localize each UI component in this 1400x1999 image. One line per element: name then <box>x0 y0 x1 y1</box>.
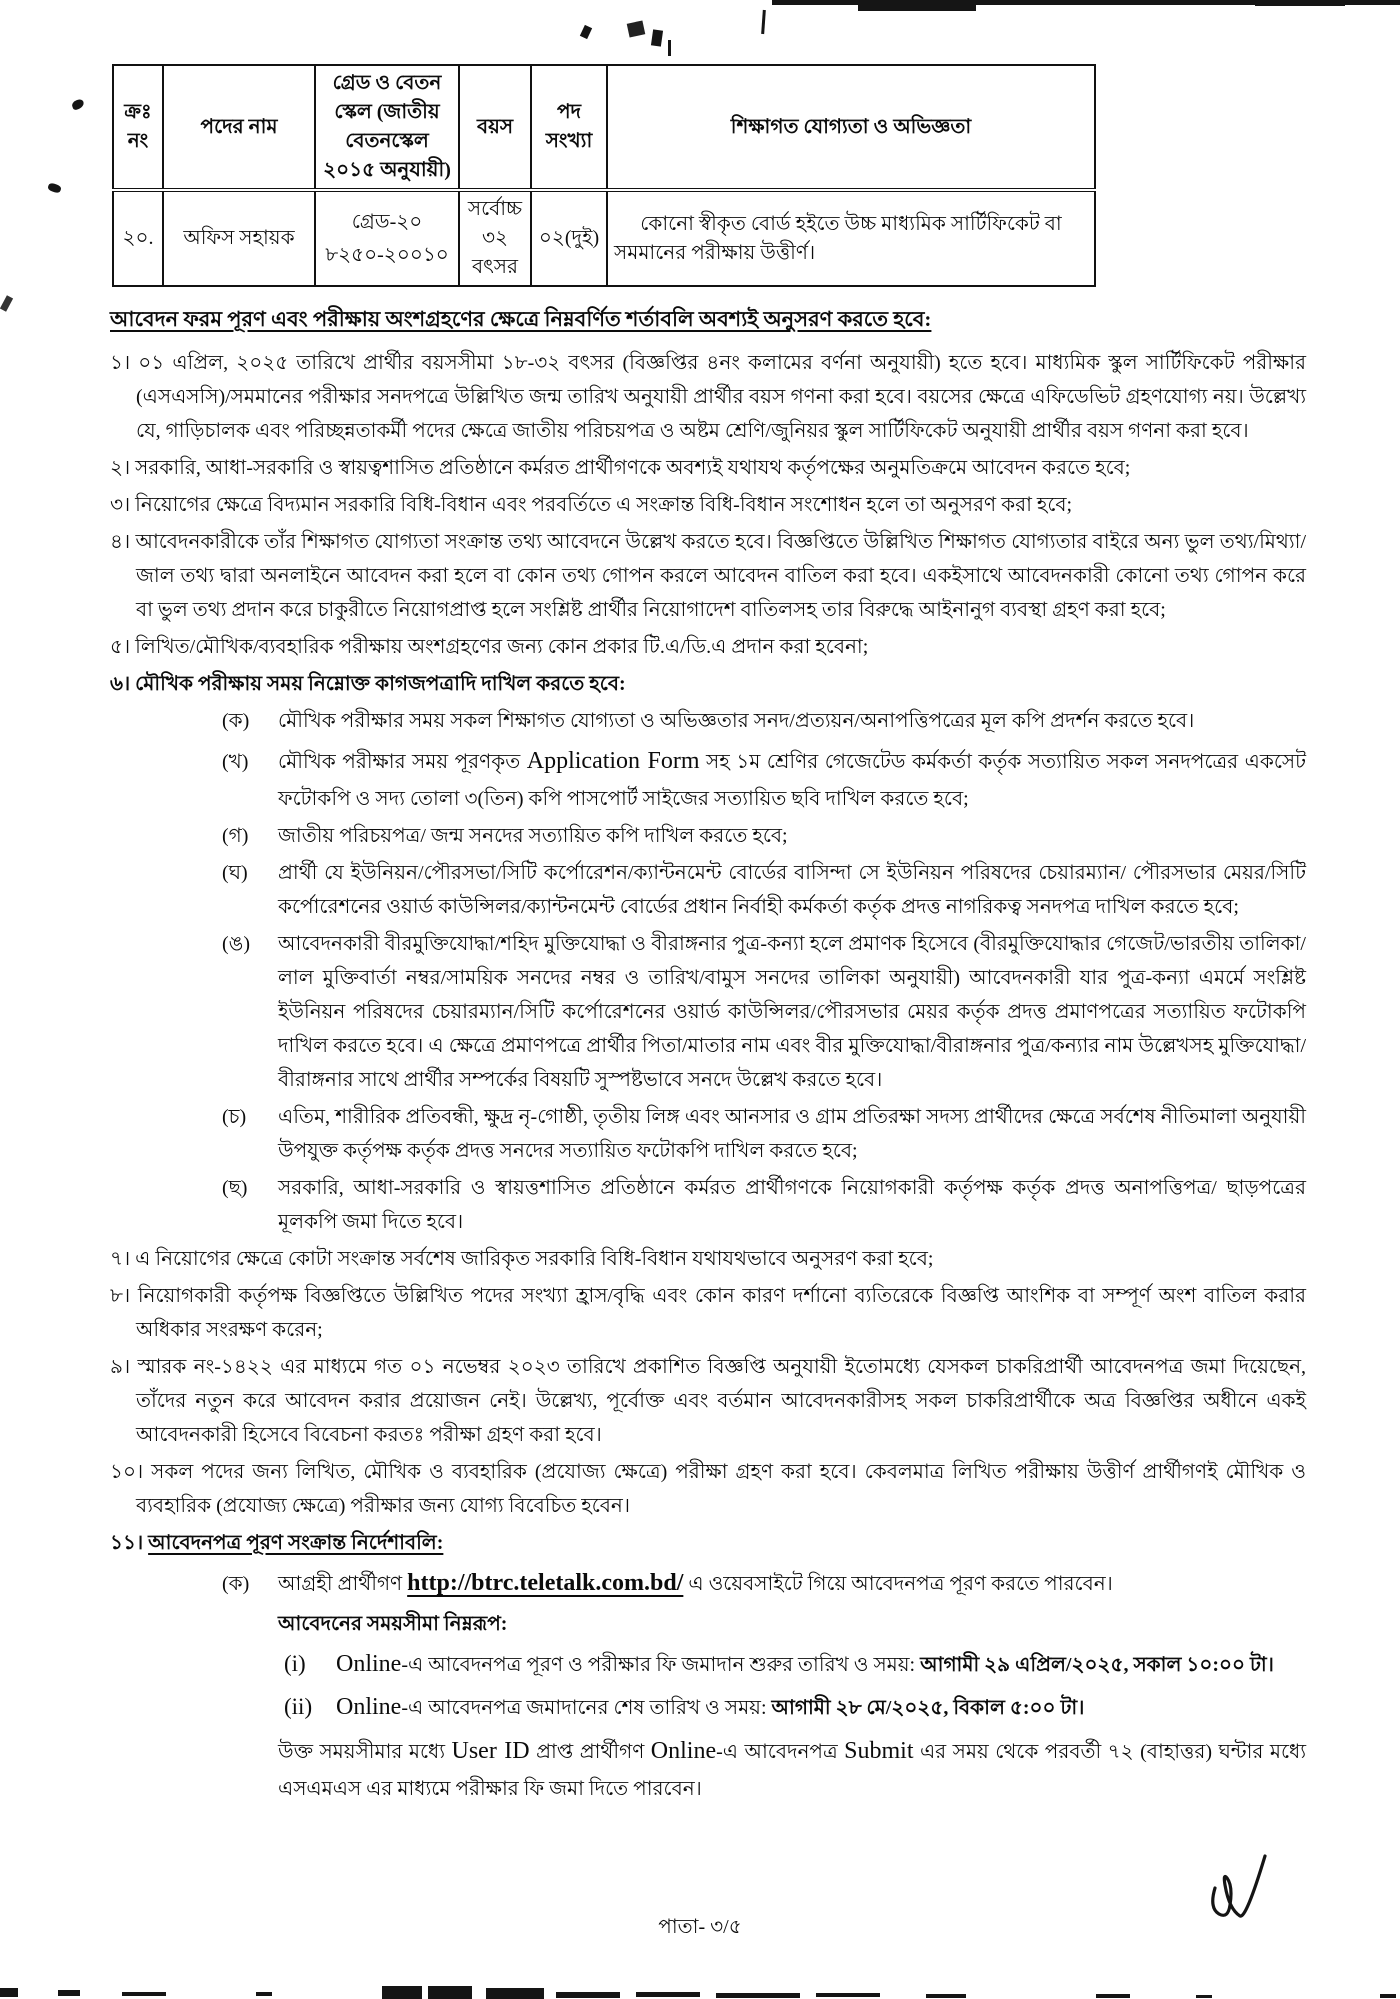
item-text: লিখিত/মৌখিক/ব্যবহারিক পরীক্ষায় অংশগ্রহণের জন্য কোন প্রকার টি.এ/ডি.এ প্রদান করা হবেনা; <box>135 636 869 658</box>
sub-item-text: আগ্রহী প্রার্থীগণ <box>278 1572 408 1595</box>
sub-item-label: (ক) <box>222 1572 250 1595</box>
deadline-text: -এ আবেদনপত্র জমাদানের শেষ তারিখ ও সময়: <box>401 1697 772 1720</box>
scan-artifact <box>627 20 646 37</box>
condition-item-9 <box>110 1350 1306 1452</box>
scan-artifact <box>47 182 62 194</box>
sub-item-label: (ক) <box>222 710 250 732</box>
col-header-serial: ক্রঃ নং <box>113 65 163 190</box>
scan-artifact <box>428 1986 472 1999</box>
sub-item-label: (গ) <box>222 824 249 847</box>
condition-item-2 <box>110 451 1306 485</box>
signature-mark <box>1205 1852 1269 1924</box>
document-sub-item-ka <box>222 704 1306 738</box>
scan-artifact <box>636 1992 700 1997</box>
start-datetime: আগামী ২৯ এপ্রিল/২০২৫, সকাল ১০:০০ টা। <box>920 1653 1274 1676</box>
item-text: ০১ এপ্রিল, ২০২৫ তারিখে প্রার্থীর বয়সসীমা ১৮-৩২ বৎসর (বিজ্ঞপ্তির ৪নং কলামের বর্ণনা অনুযায়ী) হতে হবে। মাধ্যমিক স্কুল সার্টিফিকেট পরীক্ষার (এসএসসি)/সমমানের পরীক্ষার সনদপত্রে উল্লিখিত জন্ম তারিখ অনুযায়ী প্রার্থীর বয়স গণনা করা হবে। বয়সের ক্ষেত্রে এফিডেভিট গ্রহণযোগ্য নয়। উল্লেখ্য যে, গাড়িচালক এবং পরিচ্ছন্নতাকর্মী পদের ক্ষেত্রে জাতীয় পরিচয়পত্র ও অষ্টম শ্রেণি/জুনিয়র স্কুল সার্টিফিকেট অনুযায়ী প্রার্থীর বয়স গণনা করা হবে। <box>136 352 1307 442</box>
cell-post-count: ০২(দুই) <box>531 190 607 286</box>
sub-item-label: (ঙ) <box>222 932 250 955</box>
note-text: -এ আবেদনপত্র <box>716 1741 845 1764</box>
item-number: ৪। <box>110 531 131 553</box>
item-text: আবেদনকারীকে তাঁর শিক্ষাগত যোগ্যতা সংক্রান্ত তথ্য আবেদনে উল্লেখ করতে হবে। বিজ্ঞপ্তিতে উল্লিখিত শিক্ষাগত যোগ্যতার বাইরে অন্য ভুল তথ্য/মিথ্যা/জাল তথ্য দ্বারা অনলাইনে আবেদন করা হলে বা কোন তথ্য গোপন করলে আবেদন বাতিল করা হবে। একইসাথে আবেদনকারী কোনো তথ্য গোপন করে বা ভুল তথ্য প্রদান করে চাকুরীতে নিয়োগপ্রাপ্ত হলে সংশ্লিষ্ট প্রার্থীর নিয়োগাদেশ বাতিলসহ তার বিরুদ্ধে আইনানুগ ব্যবস্থা গ্রহণ করা হবে; <box>135 531 1307 621</box>
scan-artifact <box>1196 1995 1212 1998</box>
item-heading: আবেদনপত্র পূরণ সংক্রান্ত নির্দেশাবলি: <box>148 1531 444 1554</box>
col-header-qualification: শিক্ষাগত যোগ্যতা ও অভিজ্ঞতা <box>607 65 1095 190</box>
item-number: ৯। <box>110 1355 131 1378</box>
cell-age: সর্বোচ্চ ৩২ বৎসর <box>459 190 531 286</box>
condition-item-11-heading <box>110 1526 1306 1560</box>
pay-scale-line: ৮২৫০-২০০১০ <box>325 243 449 266</box>
condition-item-3 <box>110 488 1306 522</box>
sub-item-label: (চ) <box>222 1105 247 1128</box>
condition-item-10 <box>110 1455 1306 1523</box>
scan-artifact <box>486 1988 544 1999</box>
scan-artifact <box>580 25 592 39</box>
note-text: প্রাপ্ত প্রার্থীগণ <box>529 1741 651 1764</box>
scan-artifact <box>122 1992 166 1996</box>
condition-item-4 <box>110 525 1306 627</box>
sub-item-label: (ছ) <box>222 1176 248 1199</box>
sub-item-text: সহ ১ম শ্রেণির গেজেটেড কর্মকর্তা কর্তৃক সত্যায়িত সকল সনদপত্রের একসেট ফটোকপি ও সদ্য তোলা ৩(তিন) কপি পাসপোর্ট সাইজের সত্যায়িত ছবি দাখিল করতে হবে; <box>278 751 1306 810</box>
scan-artifact <box>556 1992 620 1998</box>
item-number: ৩। <box>110 494 131 516</box>
scan-artifact <box>58 1990 80 1996</box>
document-sub-item-gha <box>222 856 1306 924</box>
condition-item-8 <box>110 1279 1306 1347</box>
page-number: পাতা- ৩/৫ <box>658 1916 742 1938</box>
table-row <box>113 190 1095 286</box>
condition-item-6-heading <box>110 667 1306 701</box>
note-text: উক্ত সময়সীমার মধ্যে <box>278 1741 452 1764</box>
application-website-url: http://btrc.teletalk.com.bd/ <box>407 1569 684 1596</box>
notice-body <box>110 64 1306 1809</box>
sub-item-text: আবেদনকারী বীরমুক্তিযোদ্ধা/শহিদ মুক্তিযোদ্ধা ও বীরাঙ্গনার পুত্র-কন্যা হলে প্রমাণক হিসেবে (বীরমুক্তিযোদ্ধার গেজেট/ভারতীয় তালিকা/লাল মুক্তিবার্তা নম্বর/সাময়িক সনদের নম্বর ও তারিখ/বামুস সনদের তালিকা অনুযায়ী) আবেদনকারী যার পুত্র-কন্যা এমর্মে সংশ্লিষ্ট ইউনিয়ন পরিষদের চেয়ারম্যান/সিটি কর্পোরেশনের ওয়ার্ড কাউন্সিলর/পৌরসভার মেয়র কর্তৃক প্রদত্ত প্রমাণপত্রের সত্যায়িত ফটোকপি দাখিল করতে হবে। এ ক্ষেত্রে প্রমাণপত্রে প্রার্থীর পিতা/মাতার নাম এবং বীর মুক্তিযোদ্ধা/বীরাঙ্গনার পুত্র/কন্যার নাম উল্লেখসহ মুক্তিযোদ্ধা/বীরাঙ্গনার সাথে প্রার্থীর সম্পর্কের বিষয়টি সুস্পষ্টভাবে সনদে উল্লেখ করতে হবে। <box>278 932 1306 1091</box>
item-number: ২। <box>110 457 131 479</box>
scan-artifact <box>716 1993 800 1998</box>
deadline-text: -এ আবেদনপত্র পূরণ ও পরীক্ষার ফি জমাদান শুরুর তারিখ ও সময়: <box>401 1653 921 1676</box>
vacancy-table <box>112 64 1096 287</box>
item-number: ১০। <box>110 1460 144 1483</box>
scan-artifact <box>926 1994 966 1998</box>
item-text: নিয়োগকারী কর্তৃপক্ষ বিজ্ঞপ্তিতে উল্লিখিত পদের সংখ্যা হ্রাস/বৃদ্ধি এবং কোন কারণ দর্শানো ব্যতিরেকে বিজ্ঞপ্তি আংশিক বা সম্পূর্ণ অংশ বাতিল করার অধিকার সংরক্ষণ করেন; <box>136 1284 1307 1341</box>
scan-artifact <box>816 1993 880 1997</box>
latin-phrase: Online <box>336 1694 402 1721</box>
scan-artifact <box>0 1988 18 1997</box>
deadline-heading: আবেদনের সময়সীমা নিম্নরূপ: <box>278 1612 508 1635</box>
scan-artifact <box>256 1992 272 1996</box>
item-text: সকল পদের জন্য লিখিত, মৌখিক ও ব্যবহারিক (প্রযোজ্য ক্ষেত্রে) পরীক্ষা গ্রহণ করা হবে। কেবলমাত্র লিখিত পরীক্ষায় উত্তীর্ণ প্রার্থীগণই মৌখিক ও ব্যবহারিক (প্রযোজ্য ক্ষেত্রে) পরীক্ষার জন্য যোগ্য বিবেচিত হবেন। <box>136 1460 1306 1517</box>
sub-item-text: সরকারি, আধা-সরকারি ও স্বায়ত্তশাসিত প্রতিষ্ঠানে কর্মরত প্রার্থীগণকে নিয়োগকারী কর্তৃপক্ষ কর্তৃক প্রদত্ত অনাপত্তিপত্র/ ছাড়পত্রের মূলকপি জমা দিতে হবে। <box>278 1176 1306 1233</box>
scan-artifact <box>1255 2 1345 6</box>
deadline-end-item <box>284 1687 1306 1728</box>
document-sub-item-cha <box>222 1100 1306 1168</box>
item-text: এ নিয়োগের ক্ষেত্রে কোটা সংক্রান্ত সর্বশেষ জারিকৃত সরকারি বিধি-বিধান যথাযথভাবে অনুসরণ করা হবে; <box>135 1247 934 1270</box>
grade-line: গ্রেড-২০ <box>351 210 423 233</box>
cell-grade-scale <box>315 190 459 286</box>
end-datetime: আগামী ২৮ মে/২০২৫, বিকাল ৫:০০ টা। <box>771 1697 1085 1720</box>
cell-serial: ২০. <box>113 190 163 286</box>
scan-artifact <box>668 40 671 56</box>
item-number: ৫। <box>110 636 131 658</box>
document-sub-item-uma <box>222 927 1306 1097</box>
cell-post-name: অফিস সহায়ক <box>163 190 315 286</box>
item-number: ৮। <box>110 1284 131 1307</box>
sub-item-label: (খ) <box>222 751 249 773</box>
cell-qualification: কোনো স্বীকৃত বোর্ড হইতে উচ্চ মাধ্যমিক সার্টিফিকেট বা সমমানের পরীক্ষায় উত্তীর্ণ। <box>607 190 1095 286</box>
roman-label: (i) <box>284 1650 306 1676</box>
sub-item-text: এতিম, শারীরিক প্রতিবন্ধী, ক্ষুদ্র নৃ-গোষ্ঠী, তৃতীয় লিঙ্গ এবং আনসার ও গ্রাম প্রতিরক্ষা সদস্য প্রার্থীদের ক্ষেত্রে সর্বশেষ নীতিমালা অনুযায়ী উপযুক্ত কর্তৃপক্ষ কর্তৃক প্রদত্ত সনদের সত্যায়িত ফটোকপি দাখিল করতে হবে; <box>278 1105 1306 1162</box>
sub-item-text: প্রার্থী যে ইউনিয়ন/পৌরসভা/সিটি কর্পোরেশন/ক্যান্টনমেন্ট বোর্ডের বাসিন্দা সে ইউনিয়ন পরিষদের চেয়ারম্যান/ পৌরসভার মেয়র/সিটি কর্পোরেশনের ওয়ার্ড কাউন্সিলর/ক্যান্টনমেন্ট বোর্ডের প্রধান নির্বাহী কর্মকর্তা কর্তৃক প্রদত্ত নাগরিকত্ব সনদপত্র দাখিল করতে হবে; <box>278 861 1306 918</box>
condition-item-5 <box>110 630 1306 664</box>
col-header-age: বয়স <box>459 65 531 190</box>
deadline-start-item <box>284 1644 1306 1685</box>
item-number: ৬। <box>110 673 131 695</box>
item-number: ১। <box>110 352 131 374</box>
item-heading: মৌখিক পরীক্ষায় সময় নিম্নোক্ত কাগজপত্রাদি দাখিল করতে হবে: <box>135 673 626 695</box>
scan-artifact <box>1096 1994 1130 1998</box>
table-header-row <box>113 65 1095 190</box>
scan-artifact <box>761 10 766 34</box>
condition-item-7 <box>110 1242 1306 1276</box>
roman-label: (ii) <box>284 1694 313 1720</box>
item-number: ৭। <box>110 1247 131 1270</box>
latin-phrase: Online <box>650 1738 717 1765</box>
scan-artifact <box>1380 1994 1396 1998</box>
fee-payment-note <box>278 1731 1306 1806</box>
col-header-post-count: পদ সংখ্যা <box>531 65 607 190</box>
item-number: ১১। <box>110 1531 144 1554</box>
col-header-grade-scale: গ্রেড ও বেতন স্কেল (জাতীয় বেতনস্কেল ২০১৫ অনুযায়ী) <box>315 65 459 190</box>
condition-item-1 <box>110 346 1306 448</box>
sub-item-text: মৌখিক পরীক্ষার সময় সকল শিক্ষাগত যোগ্যতা ও অভিজ্ঞতার সনদ/প্রত্যয়ন/অনাপত্তিপত্রের মূল কপি প্রদর্শন করতে হবে। <box>278 710 1195 732</box>
document-sub-item-ga <box>222 819 1306 853</box>
sub-item-text: মৌখিক পরীক্ষার সময় পূরণকৃত <box>278 751 527 773</box>
note-text: এর সময় থেকে পরবর্তী ৭২ (বাহাত্তর) ঘন্টার মধ্যে এসএমএস এর মাধ্যমে পরীক্ষার ফি জমা দিতে পারবেন। <box>278 1741 1306 1800</box>
latin-phrase: User ID <box>451 1738 530 1765</box>
document-sub-item-chha <box>222 1171 1306 1239</box>
scan-artifact <box>651 29 663 46</box>
scan-artifact <box>858 0 976 11</box>
application-instruction-ka <box>222 1563 1306 1604</box>
document-sub-item-kha <box>222 741 1306 816</box>
sub-item-text: এ ওয়েবসাইটে গিয়ে আবেদনপত্র পূরণ করতে পারবেন। <box>683 1572 1113 1595</box>
latin-phrase: Application Form <box>526 748 700 774</box>
item-text: সরকারি, আধা-সরকারি ও স্বায়ত্বশাসিত প্রতিষ্ঠানে কর্মরত প্রার্থীগণকে অবশ্যই যথাযথ কর্তৃপক্ষের অনুমতিক্রমে আবেদন করতে হবে; <box>135 457 1131 479</box>
scan-artifact <box>71 98 85 111</box>
item-text: স্মারক নং-১৪২২ এর মাধ্যমে গত ০১ নভেম্বর ২০২৩ তারিখে প্রকাশিত বিজ্ঞপ্তি অনুযায়ী ইতোমধ্যে যেসকল চাকরিপ্রার্থী আবেদনপত্র জমা দিয়েছেন, তাঁদের নতুন করে আবেদন করার প্রয়োজন নেই। উল্লেখ্য, পূর্বোক্ত এবং বর্তমান আবেদনকারীসহ সকল চাকরিপ্রার্থীকে অত্র বিজ্ঞপ্তির অধীনে একই আবেদনকারী হিসেবে বিবেচনা করতঃ পরীক্ষা গ্রহণ করা হবে। <box>136 1355 1307 1446</box>
sub-item-text: জাতীয় পরিচয়পত্র/ জন্ম সনদের সত্যায়িত কপি দাখিল করতে হবে; <box>278 824 788 847</box>
item-text: নিয়োগের ক্ষেত্রে বিদ্যমান সরকারি বিধি-বিধান এবং পরবর্তিতে এ সংক্রান্ত বিধি-বিধান সংশোধন হলে তা অনুসরণ করা হবে; <box>135 494 1073 516</box>
sub-item-label: (ঘ) <box>222 861 248 884</box>
col-header-post-name: পদের নাম <box>163 65 315 190</box>
scan-artifact <box>0 295 13 312</box>
conditions-heading: আবেদন ফরম পূরণ এবং পরীক্ষায় অংশগ্রহণের ক্ষেত্রে নিম্নবর্ণিত শর্তাবলি অবশ্যই অনুসরণ করতে হবে: <box>110 307 932 331</box>
latin-phrase: Online <box>336 1650 402 1677</box>
latin-phrase: Submit <box>844 1738 914 1765</box>
scan-artifact <box>382 1986 422 1999</box>
